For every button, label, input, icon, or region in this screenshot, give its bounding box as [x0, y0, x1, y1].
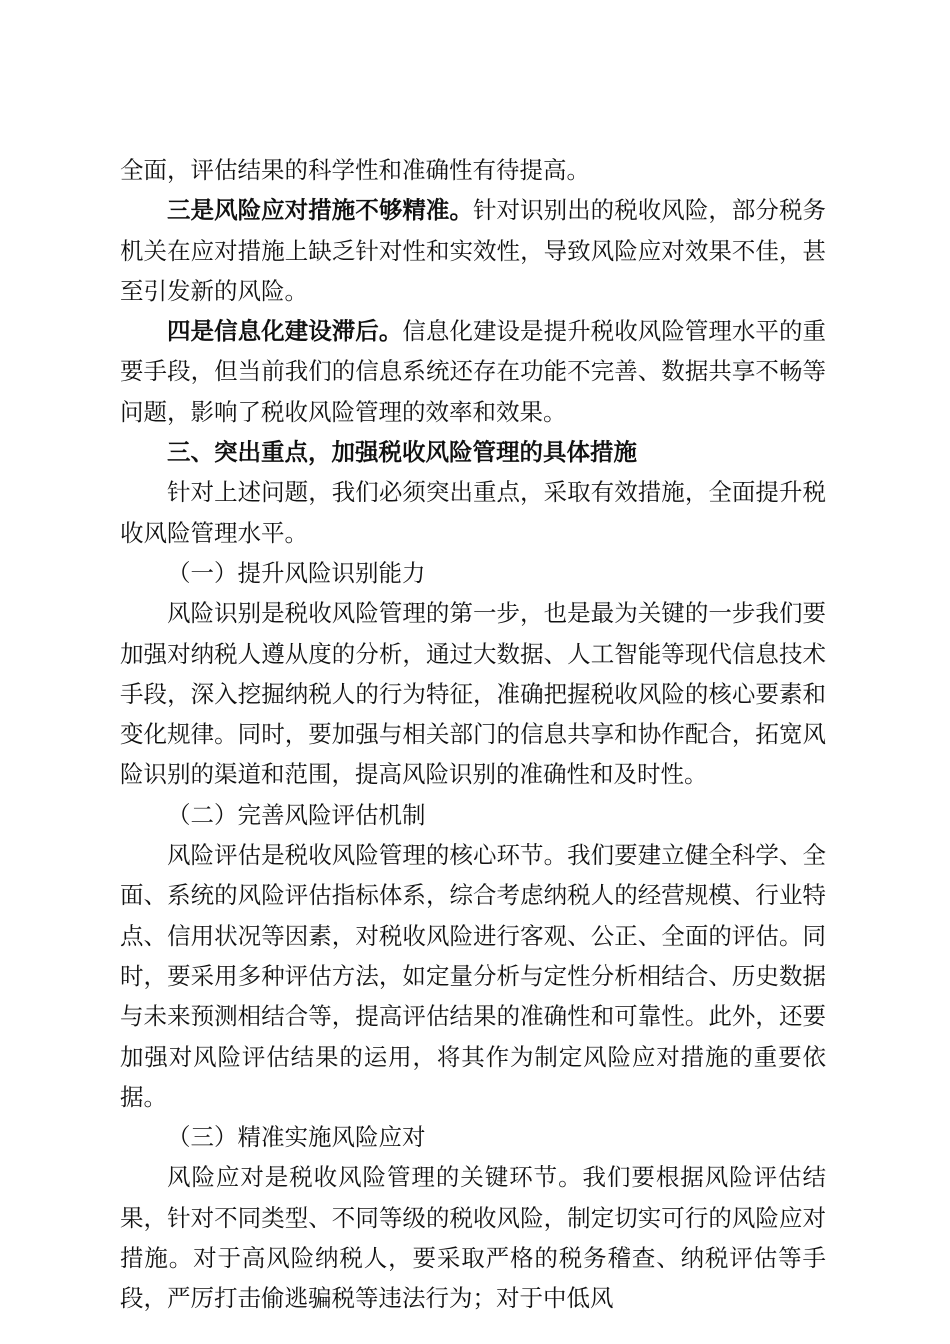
- subheading-text: （二）完善风险评估机制: [167, 800, 426, 829]
- paragraph-text: 风险识别是税收风险管理的第一步，也是最为关键的一步我们要加强对纳税人遵从度的分析，通过大数据、人工智能等现代信息技术手段，深入挖掘纳税人的行为特征，准确把握税收风险的核心要素和变化规律。同时，要加强与相关部门的信息共享和协作配合，拓宽风险识别的渠道和范围，提高风险识别的准确性和及时性。: [120, 599, 826, 789]
- paragraph-text: 针对上述问题，我们必须突出重点，采取有效措施，全面提升税收风险管理水平。: [120, 478, 826, 547]
- paragraph-text: 全面，评估结果的科学性和准确性有待提高。: [120, 156, 590, 184]
- paragraph-text: 风险应对是税收风险管理的关键环节。我们要根据风险评估结果，针对不同类型、不同等级的税收风险，制定切实可行的风险应对措施。对于高风险纳税人，要采取严格的税务稽查、纳税评估等手段，严厉打击偷逃骗税等违法行为；对于中低风: [120, 1163, 826, 1313]
- document-body: [120, 150, 826, 1319]
- paragraph-lead: 四是信息化建设滞后。: [167, 317, 403, 346]
- paragraph-continuation: [120, 150, 826, 190]
- subheading-text: （三）精准实施风险应对: [167, 1123, 426, 1152]
- subheading-text: （一）提升风险识别能力: [167, 558, 426, 587]
- paragraph-risk-response: [120, 1157, 826, 1318]
- section-heading-text: 三、突出重点，加强税收风险管理的具体措施: [167, 438, 637, 467]
- paragraph-text: 针对识别出的税收风险，部分税务机关在应对措施上缺乏针对性和实效性，导致风险应对效果不佳，甚至引发新的风险。: [120, 196, 827, 305]
- paragraph-lead: 三是风险应对措施不够精准。: [167, 196, 473, 225]
- paragraph-point-three: [120, 190, 826, 311]
- paragraph-intro: [120, 472, 826, 553]
- subheading-one: [120, 553, 826, 593]
- subheading-two: [120, 795, 826, 835]
- paragraph-text: 信息化建设是提升税收风险管理水平的重要手段，但当前我们的信息系统还存在功能不完善、数据共享不畅等问题，影响了税收风险管理的效率和效果。: [120, 317, 827, 426]
- paragraph-text: 风险评估是税收风险管理的核心环节。我们要建立健全科学、全面、系统的风险评估指标体系，综合考虑纳税人的经营规模、行业特点、信用状况等因素，对税收风险进行客观、公正、全面的评估。同时，要采用多种评估方法，如定量分析与定性分析相结合、历史数据与未来预测相结合等，提高评估结果的准确性和可靠性。此外，还要加强对风险评估结果的运用，将其作为制定风险应对措施的重要依据。: [120, 841, 826, 1111]
- paragraph-point-four: [120, 311, 826, 432]
- subheading-three: [120, 1117, 826, 1157]
- section-heading: [120, 432, 826, 472]
- paragraph-risk-assessment: [120, 835, 826, 1117]
- paragraph-risk-identification: [120, 593, 826, 794]
